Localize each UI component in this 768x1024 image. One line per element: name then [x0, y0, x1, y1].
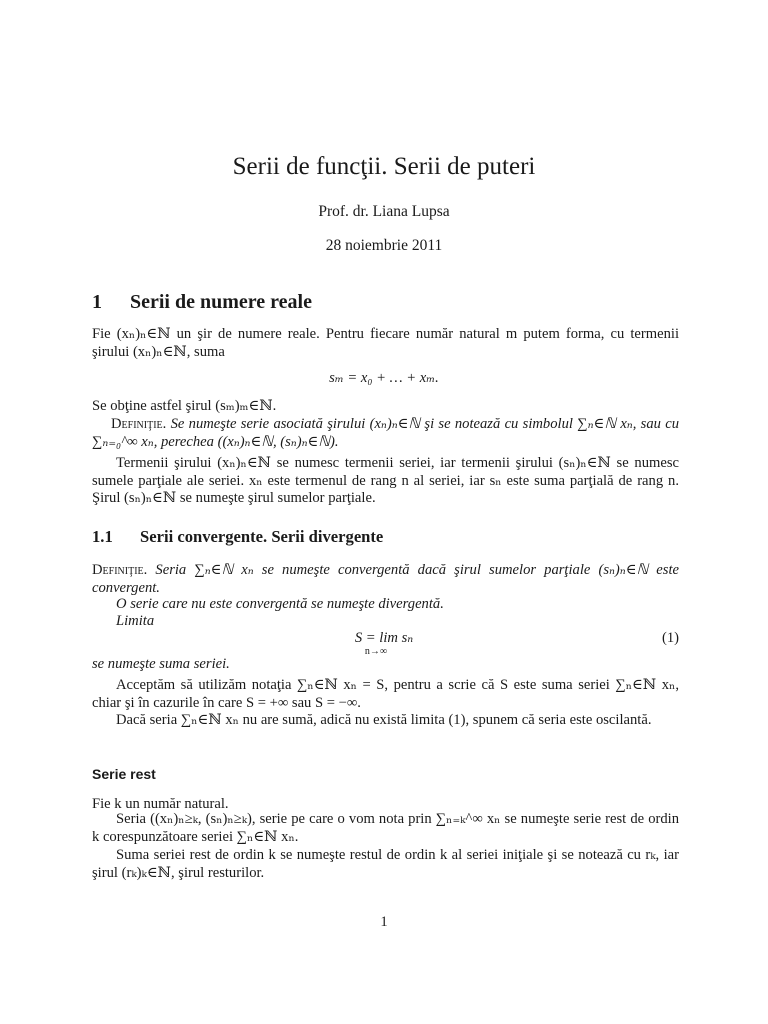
paragraph-heading: Serie rest — [92, 766, 156, 782]
section-heading — [92, 290, 679, 314]
section-number: 1 — [92, 291, 102, 313]
paragraph-remainder-sum: Suma seriei rest de ordin k se numeşte restul de ordin k al seriei iniţiale şi se notează cu rₖ, iar şirul (rₖ)ₖ∈ℕ, şirul resturilor. — [92, 847, 679, 881]
author: Prof. dr. Liana Lupsa — [318, 203, 450, 220]
equation-limit-text: S = lim sₙ — [354, 630, 414, 646]
equation-limit-subscript-text: n→∞ — [364, 646, 388, 657]
date: 28 noiembrie 2011 — [325, 237, 443, 254]
paragraph-oscillating: Dacă seria ∑ₙ∈ℕ xₙ nu are sumă, adică nu există limita (1), spunem că seria este oscilantă. — [116, 712, 652, 728]
definition-series — [92, 416, 679, 451]
subsection-number: 1.1 — [92, 527, 113, 546]
equation-number: (1) — [661, 630, 679, 646]
paragraph-remainder-series: Seria ((xₙ)ₙ≥ₖ, (sₙ)ₙ≥ₖ), serie pe care o vom nota prin ∑ₙ₌ₖ^∞ xₙ se numeşte serie rest de ordin k corespunzătoare seriei ∑ₙ∈ℕ xₙ. — [92, 811, 679, 845]
section-title: Serii de numere reale — [130, 291, 312, 313]
paragraph-fix-k: Fie k un număr natural. — [92, 796, 229, 812]
definition-label: Definiţie. — [111, 416, 167, 432]
definition-sum-end — [92, 656, 679, 674]
definition-divergence-text: O serie care nu este convergentă se numeşte divergentă. — [116, 596, 444, 612]
document-title: Serii de funcţii. Serii de puteri — [232, 153, 536, 180]
definition-limit-intro — [92, 613, 679, 631]
paragraph-partial-sums: Se obţine astfel şirul (sₘ)ₘ∈ℕ. — [92, 398, 277, 414]
subsection-heading — [92, 527, 679, 547]
paragraph-intro: Fie (xₙ)ₙ∈ℕ un şir de numere reale. Pentru fiecare număr natural m putem forma, cu termenii şirului (xₙ)ₙ∈ℕ, suma — [92, 326, 679, 360]
definition-text: Se numeşte serie asociată şirului (xₙ)ₙ∈ℕ şi se notează cu simbolul ∑ₙ∈ℕ xₙ, sau cu ∑ₙ₌₀^∞ xₙ, perechea ((xₙ)ₙ∈ℕ, (sₙ)ₙ∈ℕ). — [92, 416, 679, 450]
equation-partial-sum-text: sₘ = x₀ + … + xₘ. — [329, 370, 439, 386]
equation-partial-sum — [0, 370, 768, 388]
paragraph-terms: Termenii şirului (xₙ)ₙ∈ℕ se numesc termenii seriei, iar termenii şirului (sₙ)ₙ∈ℕ se numesc sumele parţiale ale seriei. xₙ este termenul de rang n al seriei, iar sₙ este suma parţială de rang n. Şirul (sₙ)ₙ∈ℕ se numeşte şirul sumelor parţiale. — [92, 455, 679, 506]
definition-divergence — [92, 596, 679, 614]
definition-sum-end-text: se numeşte suma seriei. — [92, 656, 230, 672]
paragraph-notation: Acceptăm să utilizăm notaţia ∑ₙ∈ℕ xₙ = S, pentru a scrie că S este suma seriei ∑ₙ∈ℕ xₙ, chiar şi în cazurile în care S = +∞ sau S = −∞. — [92, 677, 679, 711]
subsection-title: Serii convergente. Serii divergente — [140, 527, 384, 546]
definition-label: Definiţie. — [92, 562, 148, 578]
page-number: 1 — [380, 914, 388, 930]
definition-text: Seria ∑ₙ∈ℕ xₙ se numeşte convergentă dacă şirul sumelor parţiale (sₙ)ₙ∈ℕ este convergent. — [92, 562, 679, 596]
definition-limit-text: Limita — [116, 613, 155, 629]
definition-convergence — [92, 562, 679, 597]
